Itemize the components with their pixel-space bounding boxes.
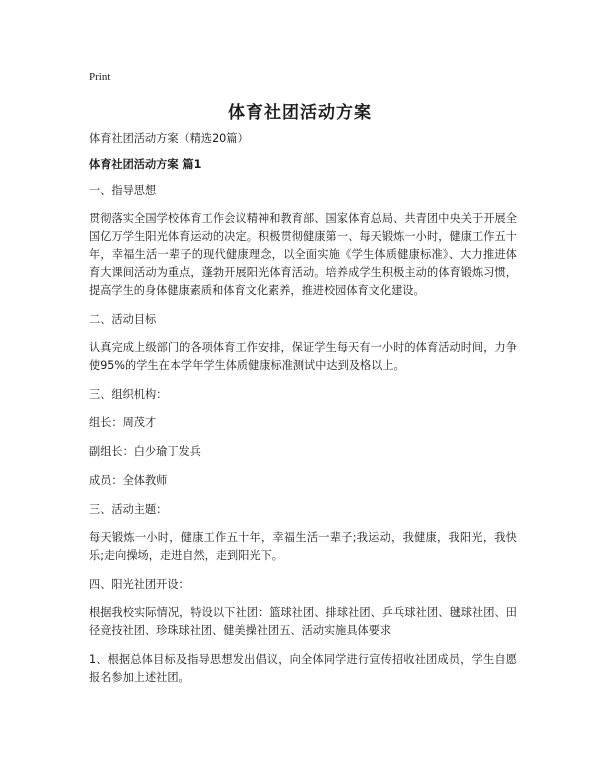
section-title: 体育社团活动方案 篇1 (89, 158, 202, 171)
document-body (89, 130, 517, 698)
paragraph-activity-goals: 认真完成上级部门的各项体育工作安排，保证学生每天有一小时的体育活动时间，力争使95%的学生在本学年学生体质健康标准测试中达到及格以上。 (89, 341, 517, 372)
heading-organization: 三、组织机构： (89, 388, 168, 401)
paragraph-requirement-1: 1、根据总体目标及指导思想发出倡议，向全体同学进行宣传招收社团成员，学生自愿报名参加上述社团。 (89, 653, 517, 684)
heading-activity-theme: 三、活动主题： (89, 503, 168, 516)
print-link[interactable]: Print (89, 71, 111, 83)
paragraph-clubs: 根据我校实际情况，特设以下社团：篮球社团、排球社团、乒乓球社团、毽球社团、田径竞技社团、珍珠球社团、健美操社团五、活动实施具体要求 (89, 606, 517, 637)
paragraph-guiding-ideology: 贯彻落实全国学校体育工作会议精神和教育部、国家体育总局、共青团中央关于开展全国亿万学生阳光体育运动的决定。积极贯彻健康第一、每天锻炼一小时，健康工作五十年，幸福生活一辈子的现代健康理念，以全面实施《学生体质健康标准》、大力推进体育大课间活动为重点，蓬勃开展阳光体育活动。培养成学生积极主动的体育锻炼习惯，提高学生的身体健康素质和体育文化素养，推进校园体育文化建设。 (89, 212, 517, 297)
heading-clubs: 四、阳光社团开设： (89, 578, 190, 591)
organization-members: 成员：全体教师 (89, 474, 168, 487)
organization-deputy: 副组长：白少瑜丁发兵 (89, 445, 201, 458)
paragraph-activity-theme: 每天锻炼一小时，健康工作五十年，幸福生活一辈子;我运动，我健康，我阳光，我快乐;走向操场，走进自然，走到阳光下。 (89, 531, 517, 562)
heading-activity-goals: 二、活动目标 (89, 313, 157, 326)
document-subtitle: 体育社团活动方案（精选20篇） (89, 132, 249, 145)
organization-leader: 组长：周茂才 (89, 416, 157, 429)
heading-guiding-ideology: 一、指导思想 (89, 184, 157, 197)
document-title: 体育社团活动方案 (228, 103, 372, 123)
